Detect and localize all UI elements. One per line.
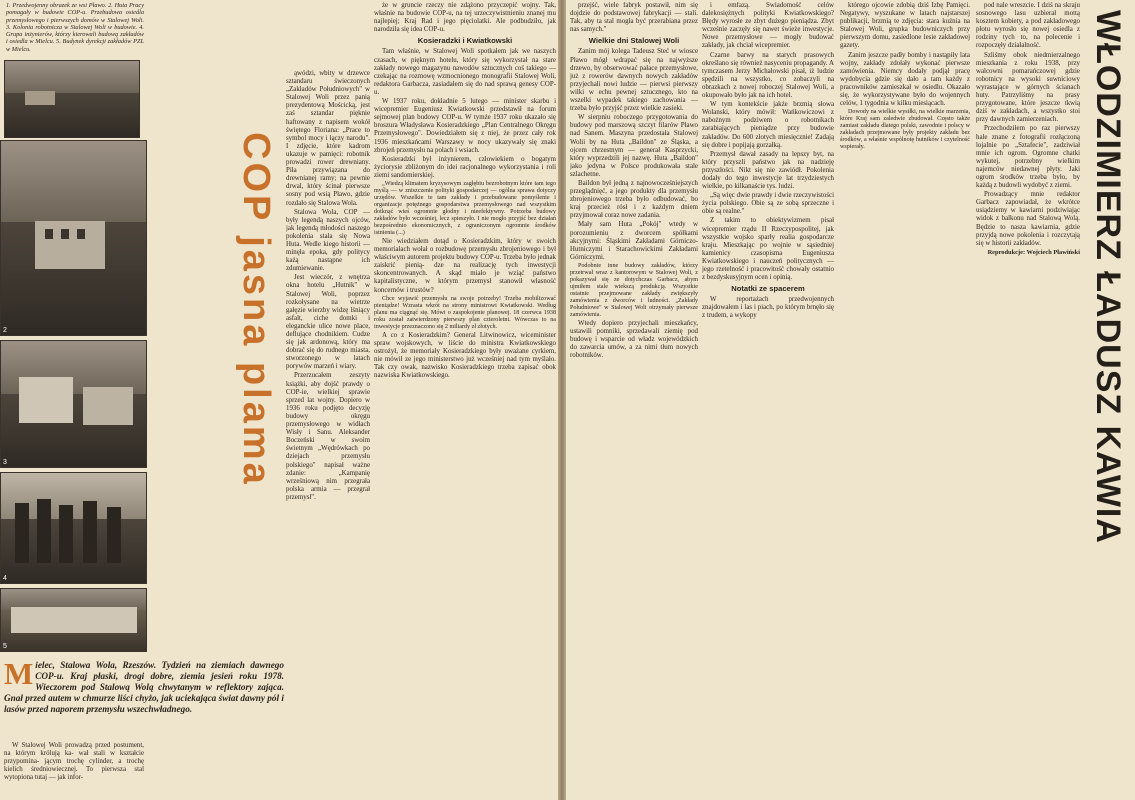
photo-4 (0, 472, 147, 584)
right-column-2 (702, 2, 834, 782)
photo-1 (4, 60, 140, 138)
right-column-1 (570, 2, 698, 782)
paragraph: Czarne barwy na starych prasowych określano się również nasyceniu propagandy. A tymczasem Jerzy Michałowski pisał, iż ludzie spędzili na wszystko, co zobaczyli na obrazkach z nowej roboczej Stalowej Woli, a okupowało było jak na ich hotel. (702, 51, 834, 100)
paragraph: Kosieradzki był inżynierem, człowiekiem o bogatym życiorysie zbliżonym do idei racjonalnego wykorzystania i roli ziemi sandomierskiej. (374, 155, 556, 179)
right-column-4 (976, 2, 1080, 792)
paragraph: A co z Kosieradzkim? General Litwinowicz, wiceminister spraw wojskowych, w liście do ministra Kwiatkowskiego ostrożył, że memoriały Kosieradzkiego były uważane cyrkiem, nie mówił ze jego ministerstwo już wcześniej nad tym myślało. Tak czy owak, nazwisko Kosieradzkiego trzeba zapisać obok nazwiska Kwiatkowskiego. (374, 331, 556, 380)
right-page (566, 0, 1135, 800)
paragraph: W 1937 roku, dokładnie 5 lutego — minister skarbu i wicepremier Eugeniusz Kwiatkowski przedstawił na forum sejmowej plan budowy COP-u. W tymże 1937 roku ukazało się broszura Władysława Kosieradzkiego „Plan Centralnego Okręgu Przemysłowego". Dowiedziałem się z niej, że przez cały rok 1936 mieszkańcami Warszawy w nocy ukazywały się znaki zbrojeń przemysłu na polach i wsiach. (374, 98, 556, 154)
photo-number-3: 3 (3, 459, 7, 466)
section-heading: Wielkie dni Stalowej Woli (588, 36, 680, 46)
left-page (0, 0, 558, 800)
paragraph: W Stalowej Woli prowadzą przed postument, na którym królują ka- wał stali w kształcie przypomina- jącym trochę cylinder, a trochę kielich średniowiecznej. To pierwsza stal wytopiona tutaj — jak infor- (4, 742, 144, 782)
paragraph: Przerzucałem zeszyty książki, aby dojść prawdy o COP-ie, wielkiej sprawie sprzed lat wojny. Dopiero w 1936 roku podjęto decyzję budowy okręgu przemysłowego w widłach Wisły i Sanu. Aleksander Boczeński w swoim świetnym „Wędrówkach po dziejach przemysłu polskiego" napisał ważne zdanie: „Kampanię wrześniową nim przegrała polska armia — przegrał przemysł". (286, 372, 370, 501)
paragraph: Szliśmy obok niedmierzalnego mieszkania z roku 1938, przy walcowni pomarańczowej gdzie robotnicy na wysoki suwniciowy wyrastające w górnych ścianach huty. Patrzyliśmy na prasy przygotowane, które jeszcze tkwią dziś w zakładach, a wszystko stoi przy dawnych zamierzeniach. (976, 51, 1080, 124)
paragraph: Tam właśnie, w Stalowej Woli spotkałem jak we naszych czasach, w pięknym hotelu, który się wykorzystał na stare zakłady nowego magazynu nawodów sztucznych coś takiego — czekając na rozmowę wzmocnionego monografii Stalowej Woli, redaktora Garbacza, zasiadałem się do nad sprawą genesy COP-u. (374, 48, 556, 96)
vertical-title-text: WŁODZIMIERZ ŁADUSZ KAWIA (1089, 10, 1127, 544)
paragraph: Jest wieczór, z wnętrza okna hotelu „Hutnik" w Stalowej Woli, poprzez rozkołysane na wietrze gałęzie wierzby widzę lśniący asfalt, ciche domki i eleganckie ulice nowe place, deflujące chodnikiem. Cudze się jak ardonową, który ma dobrać się do rudnego miasta, stworzonego w latach porywów marzeń i wiary. (286, 274, 370, 371)
vertical-author-title (1083, 0, 1133, 800)
paragraph: Prowadzący mnie redaktor Garbacz zapowiadał, że wkrótce usiądziemy w kawiarni podziwiając widok z balkonu nad Stalową Wolą. Będzie to nasza kawiarnia, gdzie przyjdą nowe pokolenia i rozczytają się w historii zakładów. (976, 191, 1080, 247)
photo-2 (0, 140, 147, 336)
paragraph: Stalowa Wola, COP — były legendą naszych ojców, jak legendą młodości naszego pokolenia stała się Nowa Huta. Wedle kiego historii — minęła epoka, gdy politycy każą nastąpne ich zdumiewanie. (286, 208, 370, 273)
photo-captions: 1. Przedwojenny obrazek ze wsi Pławo. 2. Huta Pracy pomagały w budowie COP-u. Przebudowa osiedla przemysłowego i pierwszych domów w Stalowej Woli. 3. Kolonia robotnicza w Stalowej Woli w budowie. 4. Grupa inżynierów, którzy kierowali budową zakładów i osiedla w Mielcu. 5. Budynek dyrekcji zakładów PZL w Mielcu. (6, 2, 144, 53)
lead-text: ielec, Stalowa Wola, Rzeszów. Tydzień na ziemiach dawnego COP-u. Kraj płaski, drogi dobre, ziemia jesień roku 1978. Wieczorem pod Stalową Wolą chwytanym w reflektory zająca. Gnał przed autem w chmurze liści chyżo, jak uciekająca świat dawny pól i lasów przed naporem przemysłu wszechwładnego. (4, 660, 284, 714)
paragraph: przejść, wiele fabryk postawił, nim się dojdzie do podstawowej fabrykacji — stali. Tak, aby ta stal mogła być przerabiana przez nas samych." (570, 2, 698, 34)
section-heading: Kosieradzki i Kwiatkowski (417, 36, 513, 46)
paragraph: W tym kontekście jakże brzmią słowa Wolanski, który mówił: Wańkowiczowi z nabożnym podziwem o robotnikach zarabiających pieniądze przy budowie zakładów. Do 600 złotych miesięcznie! Zadają się dobre i popijają gorzałką. (702, 101, 834, 149)
photo-credit: Reprodukcje: Wojciech Pławiński (987, 248, 1080, 256)
paragraph: Mały sam Huta „Pokój" wtedy w porozumieniu z dworcem spółkami akcyjnymi: Śląskimi Zakładami Górniczo-Hutniczymi i Starachowickimi Zakładami Górniczymi. (570, 221, 698, 261)
paragraph: ąwódzi, wbity w drzewce sztandaru świeczonych „Zakładów Południowych" w Stalowej Woli przez panią prezydentową Mościcką, jest zaś sztandar pięknie haftowany z napisem wokół świętego Floriana: „Prace to symbol mocy i łączy narodu". I zdjęcie, które kadrom ukazuje w pamięci: robotnik prowadzi rower drewniany. Piła przywiązana do drewnianej ramy; na pewnie drwal, który ścinał pierwsze sosny pod wsią Pławo, gdzie rozdało się Stalowa Wola. (286, 70, 370, 207)
page-gutter (558, 0, 566, 800)
paragraph: W sierpniu roboczego przygotowania do budowy pod marszową szczyt filarów Pławo nad Sanem. Maszyna przedostała Stalowej Wolii by na Huta „Baildon" ze Śląska, a ojcem chrzestnym — generał Kasprzycki, który wyprzedzili jej nazwę. Huta „Baildon" jako jedyna w Polsce produkowała stale szlachetne. (570, 114, 698, 178)
photo-number-2: 2 (3, 327, 7, 334)
photo-number-4: 4 (3, 575, 7, 582)
photo-5 (0, 588, 147, 652)
paragraph-small: Dowody na wielkie wysiłki, na wielkie marzenia, które Kraj sam zaledwie zbudował. Często także zamiast zakładu dlatego polski, zawodnie i polscy w zakładach przejmowane były projekty zakładu bez środków, a właśnie wspólnotę hutników i czytelność wspierały. (840, 109, 970, 151)
drop-cap: M (4, 656, 34, 691)
right-column-3 (840, 2, 970, 782)
left-column-3 (374, 2, 556, 752)
photo-number-5: 5 (3, 643, 7, 650)
paragraph: „Są więc dwie prawdy i dwie rzeczywistości życia polskiego. Obie są ze sobą sprzeczne i obie są realne." (702, 192, 834, 216)
paragraph: Baildon był jedną z najnowocześniejszych przeglądnięć, a jego produkty dla przemysłu zbrojeniowego trzeba było odbudować, bo kraj przecież rósł i z każdym dniem przyjmował coraz nowe zadania. (570, 179, 698, 220)
paragraph-small: Chce wyjawić przemysłu na swoje potrzeby! Trzeba mobilizować pieniądze! Wzrasta wkrót na strony ministrowi Kwiatkowski. Według planu ma ciągnąć się. Mówi o zaspokojenie planowej. 18 czerwca 1938 roku został zatwierdzony pierwszy plan czteroletni. Wówczas to na inwestycje przeznaczono się 2 miliardy zł złotych. (374, 295, 556, 330)
left-column-1-bottom (4, 742, 144, 800)
paragraph: Przechodziłem po raz pierwszy hale znane z fotografii rozłączoną lojalnie po „Sztafecie", zadziwiał mnie ich ogrom. Ogromne chatki wykutej, potrzebny wielkim najemców niedawnej płyty. Jaki ogrom środków trzeba było, by każdą z budowli wydobyć z ziemi. (976, 125, 1080, 190)
section-heading: Notatki ze spacerem (731, 284, 805, 294)
paragraph-small: Podobnie inne budowy zakładów, którzy przetrwał wraz z kantorowym w Stalowej Woli, z pokazywał się ze dotychczas Garbacz, abym ujmiłem stale wiekszą produkcją. Wszystkie ostatnie przejmowane zakłady zwiększyły zamówienia z dworców i ludności. „Zakłady Południowe" w Stalowej Woli otrzymały pierwsze zamówienia. (570, 262, 698, 318)
paragraph: Nie wiedziałem dotąd o Kosieradzkim, który w swoich memoriałach wołał o rozbudowę przemysłu zbrojeniowego i był właściwym autorem projektu budowy COP-u. Trzeba było jednak zaiskrić pienią- dze na realizację tych inwestycji skoncentrowanych. A skąd miało je wziąć państwo kapitalistyczne, w którym przemysł stanowił własność koncernów i trustów? (374, 237, 556, 294)
photo-3 (0, 340, 147, 468)
paragraph: Z takim to obiektywizmem pisał wicepremier rządu II Rzeczypospolitej, jak wszystkie wojsko sparły realia gospodarcze kraju. Mieszkając po wojnie w sąsiedniej kamienicy czasopisma Eugeniusza Kwiatkowskiego i nauczeń politycznych — jego rzetelność i pracowitość chowały ostatnio z bezdyskusyjnym ocen i opinią. (702, 217, 834, 282)
paragraph: Zanim mój kolega Tadeusz Steć w wiosce Pławo mógł wdrapać się na najwyższe drzewo, by obserwować pałace przemysłowe, już z rowerów dawnych nowych zakładów przyjechali nowi ludzie — pierwsi pierwszy wilki w echu pewnej sztucznego, kto na wszelki wypadek takiego zachowania — trzeba było przyjść przez wielkie zasieki. (570, 48, 698, 113)
paragraph: Zanim jeszcze padły bomby i nastąpiły lata wojny, zakłady zdołały wykonać pierwsze zamówienia. Niemcy dodały podjął pracę wydobycia gdzie się dało a tam każdy z pracowników zamieszkał w osiedlu. Okazało się, że wykorzystywane było do wojennych celów, 1 tygodnia w kilku miesiącach. (840, 51, 970, 108)
paragraph: W reportażach przedwojennych znajdowałem i las i piach, po którym brnęło się z trudem, a wykopy (702, 296, 834, 320)
article-lead (4, 656, 284, 715)
paragraph: którego ojcowie zdobią dziś Izbę Pamięci. Negatywy, wyszukane w latach najstarszej publikacji, brzmią te zdjęcia: stara kuźnia na Stalowej Woli, grupka budowniczych przy pierwszym domu, zasiedlone lesie zakładowej gazety. (840, 2, 970, 50)
paragraph: Wtedy dopiero przyjechali mieszkańcy, ustawili pomniki, sprzedawali ziemię pod budowę i wsparcie od władz wojewódzkich do zawarcia umów, a za nimi tłum nowych robotników. (570, 319, 698, 360)
paragraph: pod nale wreszcie. I dziś na skraju sosnowego lasu uzbierał mottą kosztem kobiety, a pod zakładowego płotu wyrosło się nowej osiedla z rodziny tych to, na polecenie i rozpoczęły działalność. (976, 2, 1080, 50)
left-column-2 (286, 70, 370, 652)
paragraph: Przemysł dawał zasady na lepszy byt, na który przyszli państwo jak na nadzieję przyszłości. Nikt się nie zawiódł. Pokolenia dodały do tego inwestycje lat trzydziestych wielkie, po kilkanaście tys. ludzi. (702, 150, 834, 191)
article-headline: COP jasna plama (235, 132, 277, 487)
quote-paragraph: „Wiedzą klimatem kryzysowym zagłębiu bezrobotnym które tam tego myślą — w zniszczenie polityki gospodarczej — ogólna sprawa dotyczy urzędów. Wszelkie te tam zakłady i przebudowane pomyślenie i organizacje potężnego gospodarstwa przemysłowego nad wszystkim dotknąć wieś ogromnie głodny i nieefektywny. Potrzeba budowy zakładów było wcześniej, lecz spieszyło. I nie mogło przyjść bez działań bezpośrednio ekonomicznych, z ograniczonym ogromnie środków istnienia (...) (374, 180, 556, 236)
paragraph: że w gruncie rzeczy nie zdążono przyczepić wojny. Tak, właśnie na budowie COP-u, na tej urzeczywistnieniu znanej mu najlepiej; Kraj Rad i jego pięciolatki. Ale podbudziło, jak narodziła się idea COP-u. (374, 2, 556, 34)
paragraph: i emfazą. Świadomość celów dalekosiężnych polityki Kwiatkowskiego? Błędy wyrosłe ze zbyt dużego pieniądza. Zbyt wcześnie zaczęły się nawet świeże inwestycje. Nowe przemysłowe — mogły budować zakłady, jak chciał wicepremier. (702, 2, 834, 50)
